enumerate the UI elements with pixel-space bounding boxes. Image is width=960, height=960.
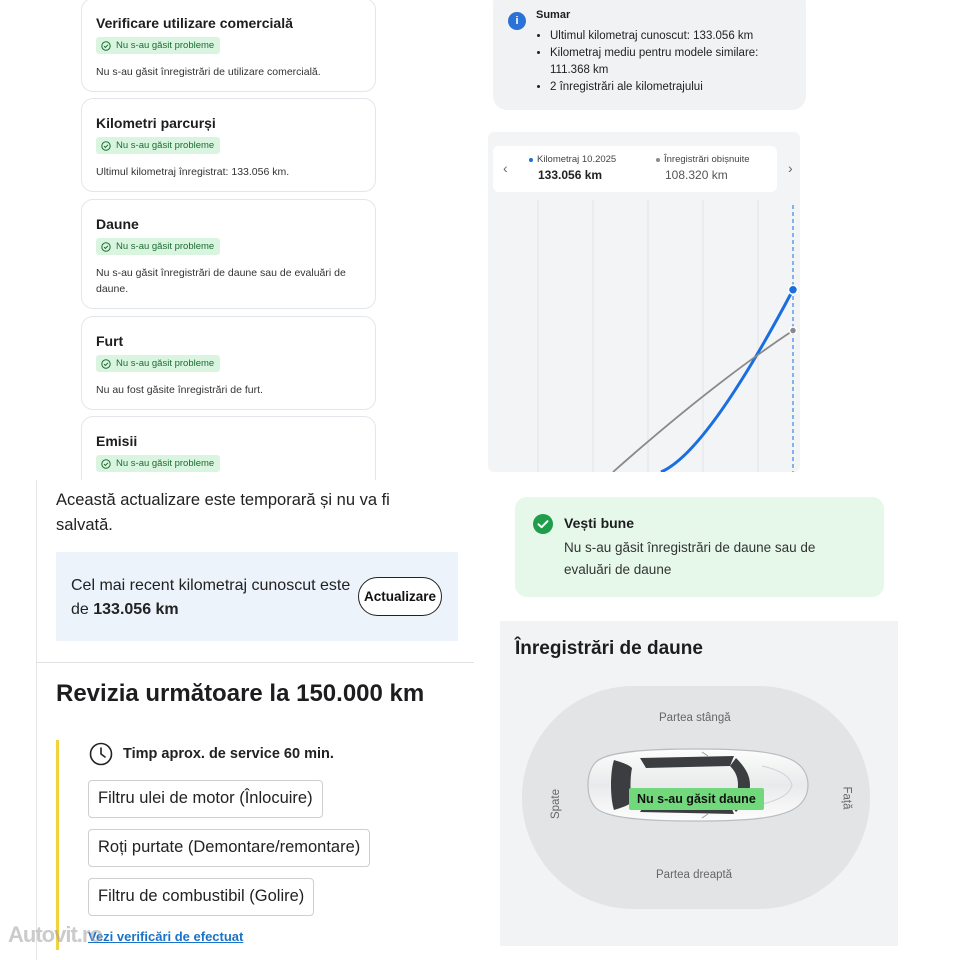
chevron-left-icon[interactable]: ‹ [503,160,508,176]
watermark: Autovit.ro [8,922,102,947]
series-line-mileage [661,290,793,472]
damage-panel [480,480,960,960]
info-icon: i [508,12,526,30]
divider [36,480,37,960]
card-title: Kilometri parcurși [96,115,216,131]
chevron-right-icon[interactable]: › [788,160,793,176]
legend-item-mileage [529,154,616,182]
service-item-chip: Filtru ulei de motor (Înlocuire) [88,780,323,818]
summary-item: • Kilometraj mediu pentru modele similare: 111.368 km [550,45,796,79]
card-text: Ultimul kilometraj înregistrat: 133.056 km. [96,165,290,178]
check-circle-icon [101,242,111,252]
card-emissions [81,416,376,480]
damage-records-title: Înregistrări de daune [515,638,703,659]
check-circle-icon [101,359,111,369]
data-point-typical[interactable] [790,327,797,334]
check-circle-icon [101,41,111,51]
car-icon [584,746,812,824]
legend-label: Kilometraj 10.2025 [537,154,617,165]
legend-label: Înregistrări obișnuite [664,154,750,165]
card-title: Verificare utilizare comercială [96,15,293,31]
card-title: Daune [96,216,139,232]
check-circle-icon [101,141,111,151]
service-time [89,742,334,766]
service-time-label: Timp aprox. de service 60 min. [123,746,334,762]
service-accent-line [56,740,59,950]
clock-icon [89,742,113,766]
status-badge-label: Nu s-au găsit probleme [116,40,215,51]
right-side-label: Partea dreaptă [656,869,733,881]
card-theft [81,316,376,410]
card-text: Nu s-au găsit înregistrări de utilizare comercială. [96,65,321,78]
service-item-chip: Filtru de combustibil (Golire) [88,878,314,916]
card-text: Nu s-au găsit înregistrări de daune sau de evaluări de daune. [96,266,346,295]
status-badge-label: Nu s-au găsit probleme [116,241,215,252]
rear-label: Spate [550,788,563,820]
chart-legend [493,146,793,192]
card-commercial-use [81,0,376,92]
grey-dot-icon [656,158,660,162]
status-badge-label: Nu s-au găsit probleme [116,140,215,151]
divider [36,662,474,663]
legend-item-typical [656,154,750,182]
legend-value: 108.320 km [665,168,728,182]
status-badge [96,355,220,372]
legend-value: 133.056 km [538,168,603,182]
summary-list [536,28,796,96]
update-button[interactable]: Actualizare [358,577,442,616]
summary-item: • Ultimul kilometraj cunoscut: 133.056 km [550,28,796,45]
check-circle-icon [101,459,111,469]
card-title: Emisii [96,433,138,449]
status-badge [96,238,220,255]
status-badge [96,455,220,472]
card-title: Furt [96,333,124,349]
service-panel [0,480,480,960]
update-text-value: 133.056 km [93,601,179,618]
no-damage-badge: Nu s-au găsit daune [629,788,764,810]
summary-title: Sumar [536,9,571,21]
blue-dot-icon [529,158,533,162]
update-text-prefix: Cel mai recent kilometraj cunoscut este de [71,577,351,618]
card-damage [81,199,376,309]
report-cards-panel [0,0,480,480]
status-badge [96,137,220,154]
service-title: Revizia următoare la 150.000 km [56,680,425,707]
good-news-title: Vești bune [564,515,635,531]
status-badge-label: Nu s-au găsit probleme [116,458,215,469]
update-mileage-text [71,574,361,622]
mileage-chart-panel [480,0,960,480]
service-item-chip: Roți purtate (Demontare/remontare) [88,829,370,867]
service-checks-link[interactable]: Vezi verificări de efectuat [88,929,244,944]
summary-item: • 2 înregistrări ale kilometrajului [550,79,796,96]
mileage-chart [488,200,810,472]
good-news-text: Nu s-au găsit înregistrări de daune sau de evaluări de daune [564,540,816,577]
left-side-label: Partea stângă [659,712,731,724]
card-mileage [81,98,376,192]
update-mileage-box [56,552,458,641]
status-badge-label: Nu s-au găsit probleme [116,358,215,369]
check-circle-icon [533,514,553,534]
data-point-mileage[interactable] [789,285,798,294]
card-text: Nu au fost găsite înregistrări de furt. [96,383,263,396]
temporary-update-notice: Această actualizare este temporară și nu va fi salvată. [56,491,390,534]
status-badge [96,37,220,54]
front-label: Față [840,786,853,810]
